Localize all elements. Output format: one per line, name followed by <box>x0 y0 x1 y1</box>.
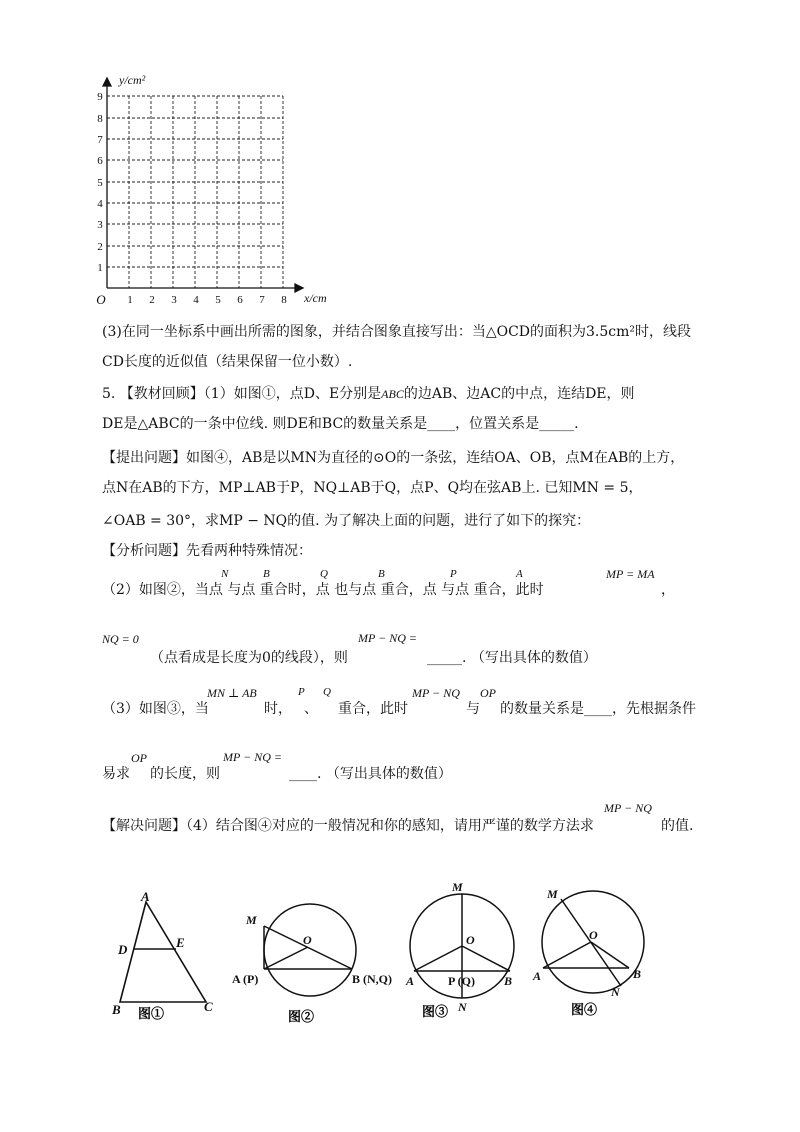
x-tick-label: 5 <box>215 294 221 306</box>
p2-A: A <box>516 568 523 580</box>
q5-line5: ∠OAB = 30°，求MP − NQ的值. 为了解决上面的问题，进行了如下的探究： <box>102 513 591 529</box>
q5-line4: 点N在AB的下方，MP⊥AB于P，NQ⊥AB于Q，点P、Q均在弦AB上. 已知MN = 5， <box>102 480 643 496</box>
x-tick-label: 6 <box>237 294 243 306</box>
p2-B1: B <box>263 568 270 580</box>
fig4-label-m: M <box>547 887 558 901</box>
fig3-label-n: N <box>458 1000 467 1014</box>
p4-line: 【解决问题】（4）结合图④对应的一般情况和你的感知，请用严谨的数学方法求 <box>102 818 594 834</box>
fig1-label-b: B <box>112 1002 121 1017</box>
fig3-label-p: P (Q) <box>448 974 475 988</box>
x-tick-label: 7 <box>259 294 265 306</box>
p3-cond: MN ⊥ AB <box>207 686 257 700</box>
x-tick-label: 4 <box>193 294 199 306</box>
y-tick-label: 9 <box>97 91 103 103</box>
fig3-ob <box>462 946 510 971</box>
fig2-label-a: A (P) <box>232 972 259 986</box>
y-tick-label: 7 <box>97 134 103 146</box>
p2-Q: Q <box>320 568 328 580</box>
fig1-caption: 图① <box>138 1006 165 1021</box>
p3-start: （3）如图③，当 <box>102 701 209 717</box>
fig2-label-b: B (N,Q) <box>352 972 392 986</box>
fig2-oa <box>264 947 308 969</box>
fig1-label-c: C <box>204 999 213 1014</box>
x-tick-label: 1 <box>127 294 133 306</box>
p3-with: 与 <box>466 701 480 717</box>
p2-P: P <box>450 568 457 580</box>
p3-Q: Q <box>323 686 331 698</box>
fig1-label-e: E <box>176 935 185 950</box>
fig1-label-d: D <box>118 942 128 957</box>
fig4-ob <box>591 942 629 968</box>
p3-time: 时， <box>264 701 292 717</box>
q3-line2: CD长度的近似值（结果保留一位小数）. <box>102 354 353 370</box>
figure-1 <box>108 888 228 1023</box>
x-axis-arrow <box>295 284 303 292</box>
fig3-label-a: A <box>406 974 415 988</box>
q5-line1-end: 的边AB、边AC的中点，连结DE，则 <box>403 386 635 402</box>
triangle-abc-shape <box>120 902 206 1002</box>
p3-line2a: 易求 <box>102 766 130 782</box>
p2-comma: ， <box>661 582 675 598</box>
x-tick-label: 8 <box>281 294 287 306</box>
p2-nq: NQ = 0 <box>102 632 139 646</box>
fig4-label-a: A <box>533 969 542 983</box>
p3-coincide: 重合，此时 <box>338 701 408 717</box>
fig4-circle <box>542 891 644 993</box>
x-tick-label: 3 <box>171 294 177 306</box>
p3-line2b: 的长度，则 <box>150 766 220 782</box>
fig4-oa <box>543 942 591 968</box>
fig3-oa <box>414 946 462 971</box>
p3-expr2: MP − NQ = <box>223 750 282 764</box>
origin-label: O <box>96 292 106 307</box>
p3-sep: 、 <box>304 701 318 717</box>
q5-line1 <box>102 384 635 404</box>
fig2-circle <box>264 904 356 996</box>
fig4-caption: 图④ <box>571 1002 598 1017</box>
y-tick-label: 5 <box>97 177 103 189</box>
p3-expr: MP − NQ <box>412 686 460 700</box>
p4-end: 的值. <box>661 818 694 834</box>
triangle-abc: ABC <box>381 387 404 401</box>
x-axis-label: x/cm <box>304 291 327 305</box>
p2-line: （2）如图②，当点 与点 重合时，点 也与点 重合，点 与点 重合，此时 <box>102 582 544 598</box>
y-axis-arrow <box>103 78 111 86</box>
fig2-label-m: M <box>246 913 257 927</box>
fig4-label-n: N <box>611 985 620 999</box>
fig3-label-m: M <box>452 880 463 894</box>
p2-expr: MP − NQ = <box>358 631 417 645</box>
p3-op2: OP <box>131 751 147 765</box>
fig2-label-o: O <box>303 933 312 947</box>
fig1-label-a: A <box>141 889 150 904</box>
p2-eq: MP = MA <box>606 567 655 581</box>
fig3-label-o: O <box>466 933 475 947</box>
x-tick-label: 2 <box>149 294 155 306</box>
p2-note: （点看成是长度为0的线段），则 <box>150 650 348 666</box>
fig3-caption: 图③ <box>422 1004 449 1019</box>
p3-op: OP <box>480 686 496 700</box>
y-tick-label: 2 <box>97 241 103 253</box>
p3-blank: ____. （写出具体的数值） <box>289 766 452 782</box>
figure-2 <box>228 900 398 1025</box>
p4-expr: MP − NQ <box>604 801 652 815</box>
fig4-label-o: O <box>589 928 598 942</box>
figure-4 <box>525 882 660 1027</box>
fig2-caption: 图② <box>288 1009 315 1024</box>
q5-line6: 【分析问题】先看两种特殊情况： <box>102 543 312 559</box>
y-tick-label: 1 <box>97 262 103 274</box>
p2-N: N <box>221 568 229 580</box>
p3-rest: 的数量关系是____，先根据条件 <box>500 701 696 717</box>
q3-line1: (3)在同一坐标系中画出所需的图象，并结合图象直接写出：当△OCD的面积为3.5cm²时，线段 <box>102 324 692 340</box>
y-tick-label: 4 <box>97 198 103 210</box>
fig3-label-b: B <box>504 974 513 988</box>
fig4-label-b: B <box>633 967 642 981</box>
y-tick-label: 8 <box>97 113 103 125</box>
y-tick-label: 6 <box>97 155 103 167</box>
y-tick-label: 3 <box>97 219 103 231</box>
p2-blank: _____. （写出具体的数值） <box>427 650 597 666</box>
y-axis-label: y/cm² <box>119 73 146 87</box>
q5-line3: 【提出问题】如图④，AB是以MN为直径的⊙O的一条弦，连结OA、OB，点M在AB的上方， <box>102 450 685 466</box>
p2-B2: B <box>378 568 385 580</box>
q5-line2: DE是△ABC的一条中位线. 则DE和BC的数量关系是____，位置关系是_____. <box>102 416 579 432</box>
coordinate-grid <box>85 70 355 310</box>
figure-3 <box>400 878 525 1028</box>
q5-line1-start: 5. 【教材回顾】（1）如图①，点D、E分别是 <box>102 386 382 402</box>
p3-P: P <box>298 686 305 698</box>
grid-lines <box>107 96 283 288</box>
